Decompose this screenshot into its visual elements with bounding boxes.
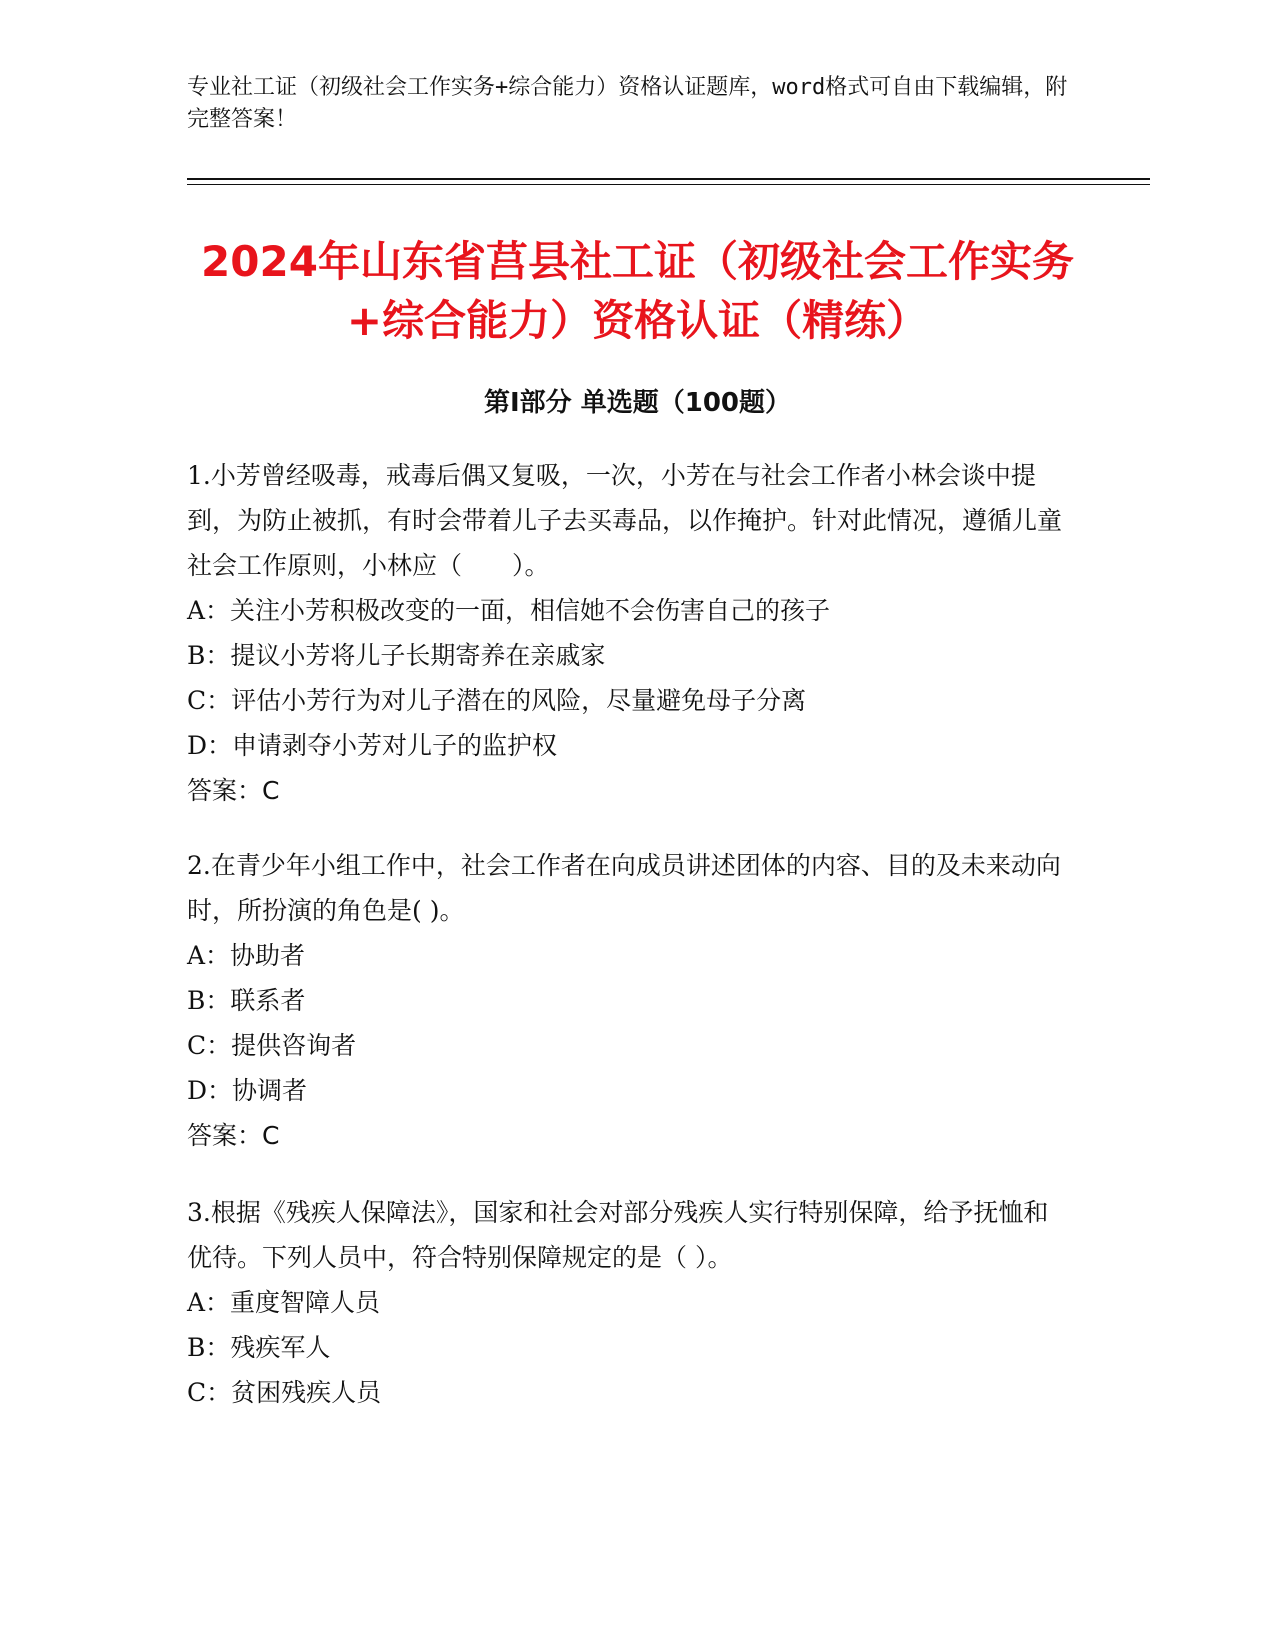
document-title: 2024年山东省莒县社工证（初级社会工作实务+综合能力）资格认证（精练） <box>201 237 1074 345</box>
question-2 <box>187 843 1067 1158</box>
answer: 答案：C <box>187 776 280 805</box>
answer: 答案：C <box>187 1121 280 1150</box>
option-a: A：协助者 <box>187 941 306 970</box>
header-divider-thin <box>187 184 1150 185</box>
question-stem: 2.在青少年小组工作中，社会工作者在向成员讲述团体的内容、目的及未来动向时，所扮演的角色是( )。 <box>187 851 1061 925</box>
option-a: A：关注小芳积极改变的一面，相信她不会伤害自己的孩子 <box>187 596 831 625</box>
header-divider-thick <box>187 178 1150 180</box>
option-d: D：申请剥夺小芳对儿子的监护权 <box>187 731 558 760</box>
option-b: B：联系者 <box>187 986 306 1015</box>
section-heading: 第Ⅰ部分 单选题（100题） <box>484 388 791 418</box>
option-a: A：重度智障人员 <box>187 1288 381 1317</box>
option-c: C：评估小芳行为对儿子潜在的风险，尽量避免母子分离 <box>187 686 807 715</box>
question-3 <box>187 1190 1067 1415</box>
option-c: C：贫困残疾人员 <box>187 1378 382 1407</box>
option-b: B：残疾军人 <box>187 1333 331 1362</box>
option-d: D：协调者 <box>187 1076 308 1105</box>
question-stem: 3.根据《残疾人保障法》，国家和社会对部分残疾人实行特别保障，给予抚恤和优待。下列人员中，符合特别保障规定的是（ ）。 <box>187 1198 1049 1272</box>
option-c: C：提供咨询者 <box>187 1031 357 1060</box>
option-b: B：提议小芳将儿子长期寄养在亲戚家 <box>187 641 606 670</box>
header-note: 专业社工证（初级社会工作实务+综合能力）资格认证题库，word格式可自由下载编辑，附完整答案！ <box>187 75 1068 132</box>
question-stem: 1.小芳曾经吸毒，戒毒后偶又复吸，一次，小芳在与社会工作者小林会谈中提到，为防止被抓，有时会带着儿子去买毒品，以作掩护。针对此情况，遵循儿童社会工作原则，小林应（ ）。 <box>187 461 1063 580</box>
question-1 <box>187 453 1067 813</box>
